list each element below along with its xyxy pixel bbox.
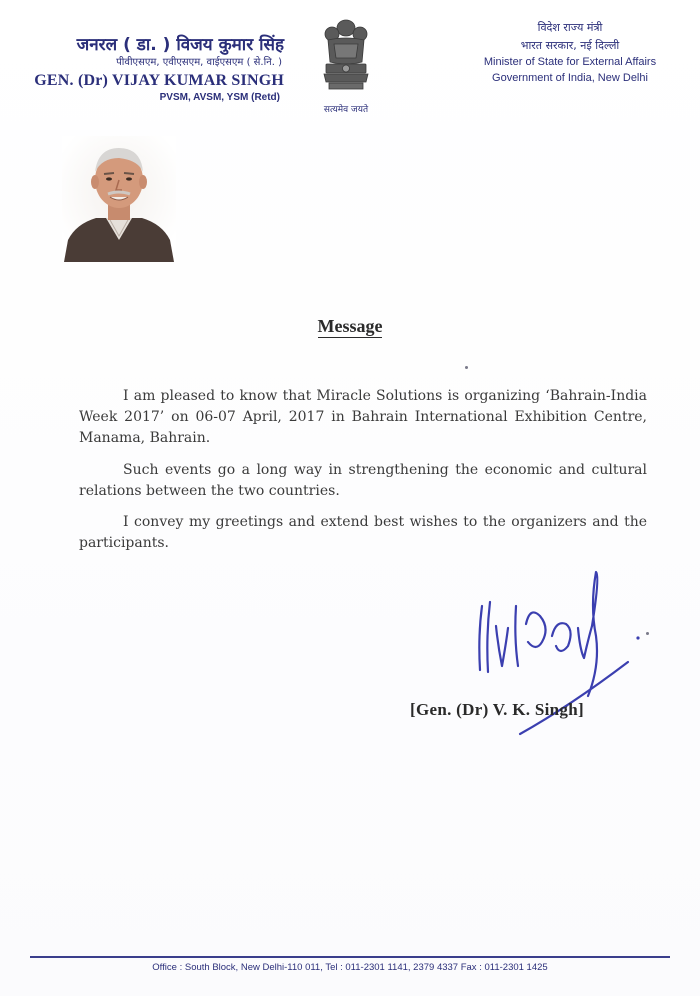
scan-speck	[646, 632, 649, 635]
scan-speck	[465, 366, 468, 369]
message-paragraph-2: Such events go a long way in strengthening the economic and cultural relations between the two countries.	[79, 462, 647, 499]
portrait-photo	[62, 136, 176, 262]
signatory-name: [Gen. (Dr) V. K. Singh]	[410, 700, 584, 719]
national-emblem-icon	[316, 14, 376, 104]
letterhead-hindi-decorations: पीवीएसएम, एवीएसएम, वाईएसएम ( से.नि. )	[116, 57, 282, 68]
letterhead-hindi-name: जनरल ( डा. ) विजय कुमार सिंह	[76, 35, 284, 55]
message-paragraph-1: I am pleased to know that Miracle Solutions is organizing ‘Bahrain-India Week 2017’ on 06-07 April, 2017 in Bahrain International Exhibition Centre, Manama, Bahrain.	[79, 388, 647, 446]
designation-hindi: विदेश राज्य मंत्री	[537, 21, 603, 34]
letterhead-english-name: GEN. (Dr) VIJAY KUMAR SINGH	[34, 72, 284, 89]
message-title	[0, 316, 700, 337]
government-hindi: भारत सरकार, नई दिल्ली	[520, 39, 620, 52]
footer-divider	[30, 956, 670, 958]
message-paragraph-3: I convey my greetings and extend best wishes to the organizers and the participants.	[79, 514, 647, 551]
letterhead-decorations: PVSM, AVSM, YSM (Retd)	[159, 92, 280, 103]
designation-english: Minister of State for External Affairs	[483, 56, 657, 68]
government-english: Government of India, New Delhi	[492, 72, 648, 84]
emblem-motto: सत्यमेव जयते	[323, 105, 369, 115]
footer-address: Office : South Block, New Delhi-110 011, Tel : 011-2301 1141, 2379 4337 Fax : 011-2301 1425	[152, 962, 548, 973]
message-title-text: Message	[317, 316, 383, 336]
